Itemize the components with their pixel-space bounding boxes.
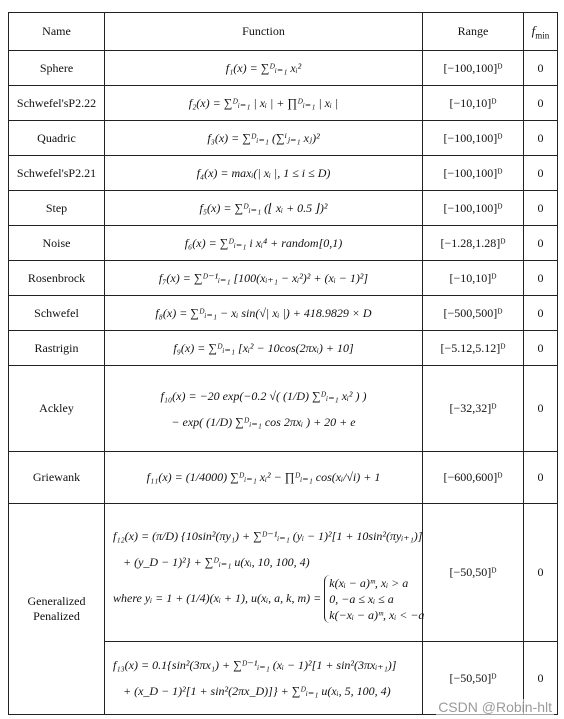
table-row [9,366,558,452]
function-name: Schwefel'sP2.21 [9,156,105,191]
case-line: k(xᵢ − a)ᵐ, xᵢ > a [329,575,409,590]
table-row [9,226,558,261]
function-fmin: 0 [524,191,558,226]
watermark: CSDN @Robin-hlt [438,699,552,715]
header-row [9,13,558,51]
function-formula: f₄(x) = maxᵢ(| xᵢ |, 1 ≤ i ≤ D) [105,156,423,191]
name-line: Generalized [27,594,86,608]
function-range: [−50,50]ᴰ [423,504,524,642]
function-formula: f₁₁(x) = (1/4000) ∑ᴰᵢ₌₁ xᵢ² − ∏ᴰᵢ₌₁ cos(xᵢ/√i) + 1 [105,452,423,504]
function-range: [−10,10]ᴰ [423,261,524,296]
function-range: [−600,600]ᴰ [423,452,524,504]
function-fmin: 0 [524,642,558,715]
name-line: Penalized [33,609,80,623]
function-range: [−32,32]ᴰ [423,366,524,452]
benchmark-functions-table [8,12,558,715]
case-line: 0, −a ≤ xᵢ ≤ a [329,591,394,606]
function-formula [105,366,423,452]
function-name: Noise [9,226,105,261]
function-range: [−10,10]ᴰ [423,86,524,121]
table-row [9,296,558,331]
function-formula: f₃(x) = ∑ᴰᵢ₌₁ (∑ⁱⱼ₌₁ xⱼ)² [105,121,423,156]
function-formula [105,504,423,642]
function-range: [−5.12,5.12]ᴰ [423,331,524,366]
function-fmin: 0 [524,331,558,366]
header-function: Function [105,13,423,51]
header-range: Range [423,13,524,51]
function-formula: f₆(x) = ∑ᴰᵢ₌₁ i xᵢ⁴ + random[0,1) [105,226,423,261]
function-fmin: 0 [524,296,558,331]
table-row [9,191,558,226]
function-formula: f₉(x) = ∑ᴰᵢ₌₁ [xᵢ² − 10cos(2πxᵢ) + 10] [105,331,423,366]
function-formula: f₂(x) = ∑ᴰᵢ₌₁ | xᵢ | + ∏ᴰᵢ₌₁ | xᵢ | [105,86,423,121]
function-name: Quadric [9,121,105,156]
formula-line: + (y_D − 1)²} + ∑ᴰᵢ₌₁ u(xᵢ, 10, 100, 4) [123,554,310,569]
table-row [9,331,558,366]
where-prefix: where yᵢ = 1 + (1/4)(xᵢ + 1), u(xᵢ, a, k, m) = [113,590,322,605]
function-fmin: 0 [524,156,558,191]
function-range: [−100,100]ᴰ [423,121,524,156]
formula-line: f₁₂(x) = (π/D) {10sin²(πy₁) + ∑ᴰ⁻¹ᵢ₌₁ (yᵢ − 1)²[1 + 10sin²(πyᵢ₊₁)] [113,528,423,543]
formula-line: f₁₀(x) = −20 exp(−0.2 √( (1/D) ∑ᴰᵢ₌₁ xᵢ² ) ) [160,388,367,403]
formula-line: f₁₃(x) = 0.1{sin²(3πx₁) + ∑ᴰ⁻¹ᵢ₌₁ (xᵢ − 1)²[1 + sin²(3πxᵢ₊₁)] [113,658,397,672]
function-name [9,504,105,715]
function-fmin: 0 [524,121,558,156]
case-line: k(−xᵢ − a)ᵐ, xᵢ < −a [329,607,425,622]
function-fmin: 0 [524,226,558,261]
table-row [9,452,558,504]
function-formula: f₈(x) = ∑ᴰᵢ₌₁ − xᵢ sin(√| xᵢ |) + 418.9829 × D [105,296,423,331]
function-name: Griewank [9,452,105,504]
table-row [9,121,558,156]
function-range: [−100,100]ᴰ [423,51,524,86]
function-name: Schwefel'sP2.22 [9,86,105,121]
function-range: [−500,500]ᴰ [423,296,524,331]
table-row [9,86,558,121]
function-name: Rastrigin [9,331,105,366]
function-range: [−1.28,1.28]ᴰ [423,226,524,261]
function-formula: f₅(x) = ∑ᴰᵢ₌₁ (⌊ xᵢ + 0.5 ⌋)² [105,191,423,226]
table-row [9,51,558,86]
table-row [9,261,558,296]
function-range: [−100,100]ᴰ [423,156,524,191]
function-name: Sphere [9,51,105,86]
function-range: [−50,50]ᴰ [423,642,524,715]
function-fmin: 0 [524,51,558,86]
function-fmin: 0 [524,86,558,121]
table-row [9,504,558,642]
function-fmin: 0 [524,504,558,642]
function-formula [105,642,423,715]
table-row [9,156,558,191]
header-name: Name [9,13,105,51]
function-name: Step [9,191,105,226]
function-fmin: 0 [524,261,558,296]
function-range: [−100,100]ᴰ [423,191,524,226]
function-formula: f₁(x) = ∑ᴰᵢ₌₁ xᵢ² [105,51,423,86]
formula-line: − exp( (1/D) ∑ᴰᵢ₌₁ cos 2πxᵢ ) + 20 + e [171,414,356,429]
function-name: Schwefel [9,296,105,331]
formula-line: + (x_D − 1)²[1 + sin²(2πx_D)]} + ∑ᴰᵢ₌₁ u(xᵢ, 5, 100, 4) [123,684,391,698]
function-fmin: 0 [524,452,558,504]
piecewise-cases [324,575,424,623]
function-formula: f₇(x) = ∑ᴰ⁻¹ᵢ₌₁ [100(xᵢ₊₁ − xᵢ²)² + (xᵢ − 1)²] [105,261,423,296]
function-name: Ackley [9,366,105,452]
function-fmin: 0 [524,366,558,452]
formula-where-line [113,575,425,623]
function-name: Rosenbrock [9,261,105,296]
header-fmin: $f_{min}$ [524,13,558,51]
